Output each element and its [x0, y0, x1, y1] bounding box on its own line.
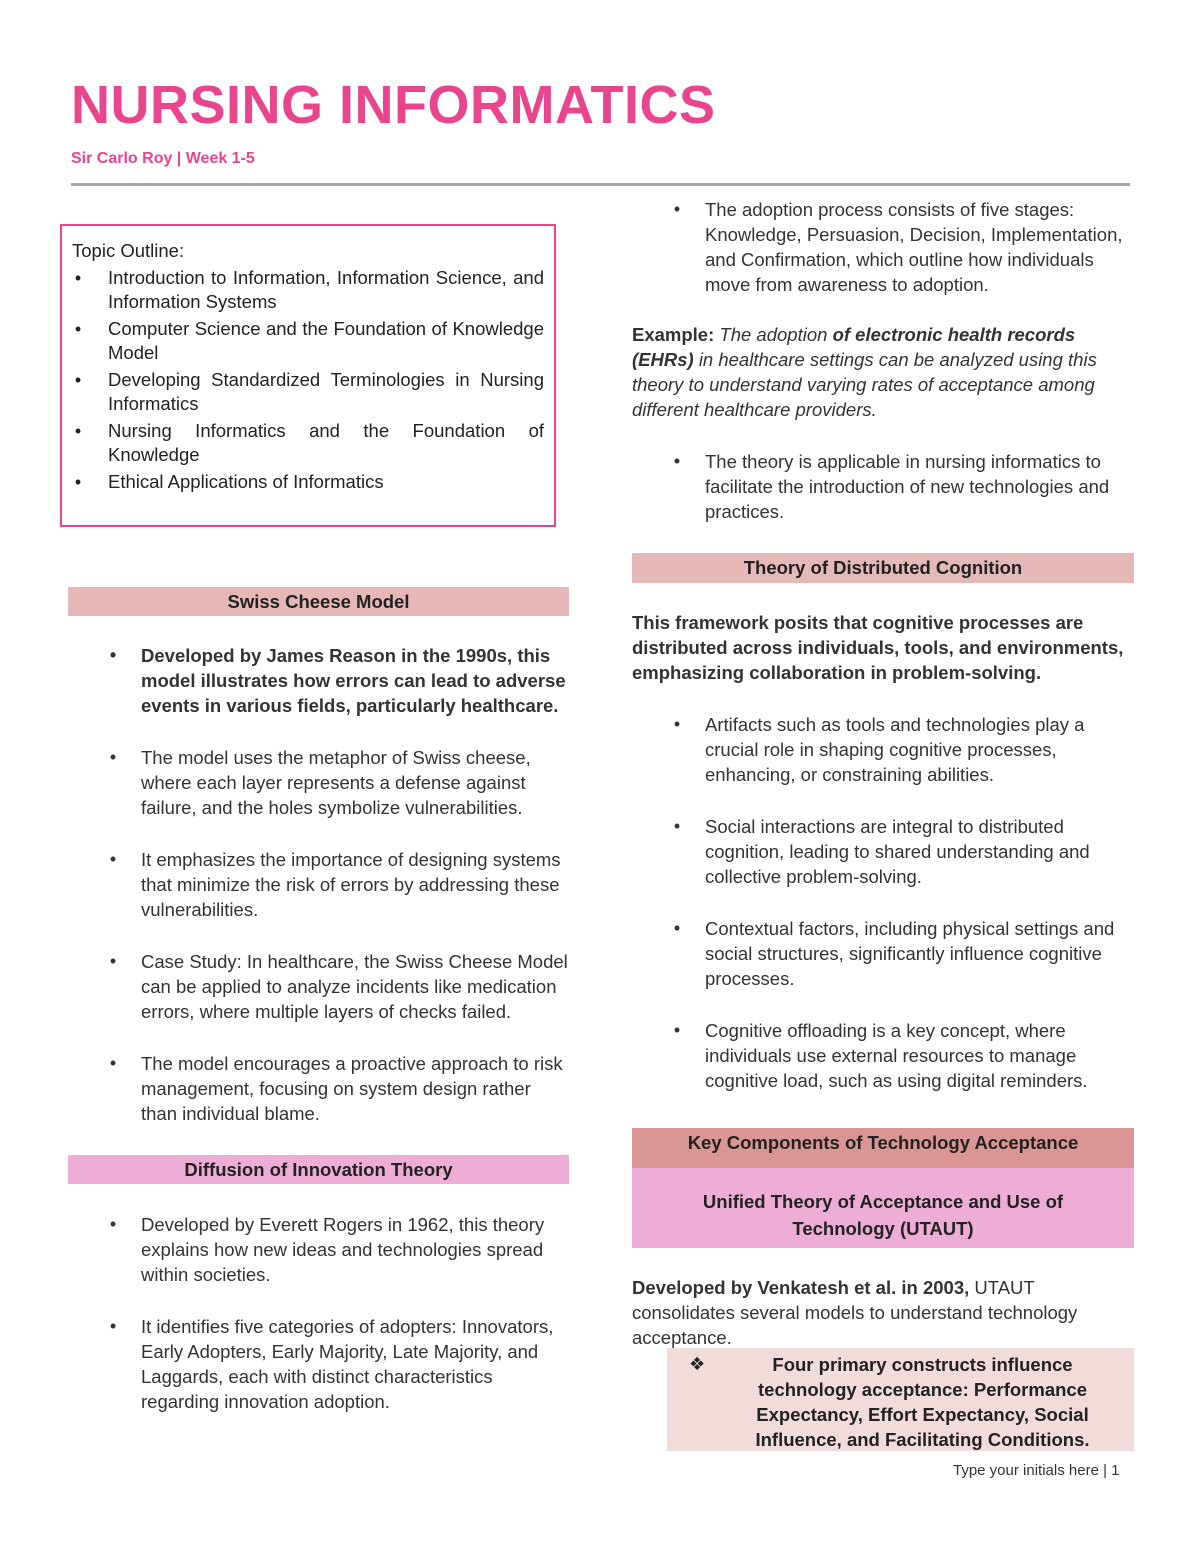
- bullet-icon: •: [74, 472, 82, 492]
- utaut-description: Developed by Venkatesh et al. in 2003, UTAUT consolidates several models to understand technology acceptance.: [632, 1277, 1078, 1348]
- bullet-icon: •: [74, 421, 82, 441]
- bullet-icon: •: [74, 319, 82, 339]
- utaut-heading: Unified Theory of Acceptance and Use of Technology (UTAUT): [632, 1168, 1134, 1248]
- diffusion-example: Example: The adoption of electronic health records (EHRs) in healthcare settings can be analyzed using this theory to understand varying rates of acceptance among different healthcare providers.: [632, 324, 1097, 420]
- distributed-cognition-heading: Theory of Distributed Cognition: [632, 553, 1134, 583]
- example-label: Example:: [632, 324, 715, 345]
- diamond-bullet-icon: ❖: [689, 1354, 706, 1374]
- list-item: • Developed by Everett Rogers in 1962, this theory explains how new ideas and technologies spread within societies.: [68, 1212, 570, 1287]
- bullet-icon: •: [673, 199, 681, 219]
- bullet-icon: •: [673, 816, 681, 836]
- list-item: • Case Study: In healthcare, the Swiss Cheese Model can be applied to analyze incidents like medication errors, where multiple layers of checks failed.: [68, 949, 570, 1024]
- list-item: • Social interactions are integral to distributed cognition, leading to shared understanding and collective problem-solving.: [632, 814, 1132, 889]
- distributed-cognition-intro: This framework posits that cognitive processes are distributed across individuals, tools, and environments, emphasizing collaboration in problem-solving.: [632, 612, 1124, 683]
- utaut-constructs-text: Four primary constructs influence technology acceptance: Performance Expectancy, Effort Expectancy, Social Influence, and Facilitating Conditions.: [755, 1354, 1090, 1450]
- diffusion-heading: Diffusion of Innovation Theory: [68, 1155, 569, 1184]
- document-subtitle: Sir Carlo Roy | Week 1-5: [71, 150, 255, 167]
- swiss-cheese-list: [68, 643, 570, 1126]
- list-item: • Developing Standardized Terminologies in Nursing Informatics: [108, 368, 544, 416]
- diffusion-list: [68, 1212, 570, 1414]
- topic-outline-list: [74, 266, 544, 494]
- topic-outline-box: [60, 224, 556, 527]
- bullet-icon: •: [109, 645, 117, 665]
- bullet-icon: •: [109, 849, 117, 869]
- list-item: • The theory is applicable in nursing informatics to facilitate the introduction of new technologies and practices.: [632, 449, 1132, 524]
- bullet-icon: •: [109, 951, 117, 971]
- technology-acceptance-heading: Key Components of Technology Acceptance: [632, 1128, 1134, 1168]
- list-item: • Developed by James Reason in the 1990s, this model illustrates how errors can lead to adverse events in various fields, particularly healthcare.: [68, 643, 570, 718]
- bullet-icon: •: [74, 268, 82, 288]
- utaut-constructs-box: [667, 1348, 1134, 1451]
- list-item: • The model uses the metaphor of Swiss cheese, where each layer represents a defense against failure, and the holes symbolize vulnerabilities.: [68, 745, 570, 820]
- bullet-icon: •: [109, 1053, 117, 1073]
- bullet-icon: •: [74, 370, 82, 390]
- list-item: • The model encourages a proactive approach to risk management, focusing on system design rather than individual blame.: [68, 1051, 570, 1126]
- list-item: • Introduction to Information, Information Science, and Information Systems: [108, 266, 544, 314]
- list-item: • Ethical Applications of Informatics: [108, 470, 544, 494]
- bullet-icon: •: [673, 918, 681, 938]
- list-item: • It identifies five categories of adopters: Innovators, Early Adopters, Early Majority, Late Majority, and Laggards, each with distinct characteristics regarding innovation adoption.: [68, 1314, 570, 1414]
- swiss-cheese-heading: Swiss Cheese Model: [68, 587, 569, 616]
- list-item: • The adoption process consists of five stages: Knowledge, Persuasion, Decision, Implementation, and Confirmation, which outline how individuals move from awareness to adoption.: [632, 197, 1132, 297]
- diffusion-list-final: [632, 449, 1132, 524]
- list-item: • Artifacts such as tools and technologies play a crucial role in shaping cognitive processes, enhancing, or constraining abilities.: [632, 712, 1132, 787]
- header-divider: [71, 183, 1130, 186]
- diffusion-list-continued: [632, 197, 1132, 297]
- list-item: • Contextual factors, including physical settings and social structures, significantly influence cognitive processes.: [632, 916, 1132, 991]
- list-item: • Nursing Informatics and the Foundation of Knowledge: [108, 419, 544, 467]
- distributed-cognition-list: [632, 712, 1132, 1093]
- bullet-icon: •: [673, 714, 681, 734]
- topic-outline-label: Topic Outline:: [72, 240, 185, 261]
- bullet-icon: •: [673, 1020, 681, 1040]
- bullet-icon: •: [109, 1214, 117, 1234]
- list-item: • Computer Science and the Foundation of Knowledge Model: [108, 317, 544, 365]
- page-footer: Type your initials here | 1: [953, 1462, 1120, 1479]
- bullet-icon: •: [109, 747, 117, 767]
- document-title: NURSING INFORMATICS: [71, 75, 716, 135]
- list-item: • It emphasizes the importance of designing systems that minimize the risk of errors by addressing these vulnerabilities.: [68, 847, 570, 922]
- bullet-icon: •: [109, 1316, 117, 1336]
- bullet-icon: •: [673, 451, 681, 471]
- list-item: • Cognitive offloading is a key concept, where individuals use external resources to manage cognitive load, such as using digital reminders.: [632, 1018, 1132, 1093]
